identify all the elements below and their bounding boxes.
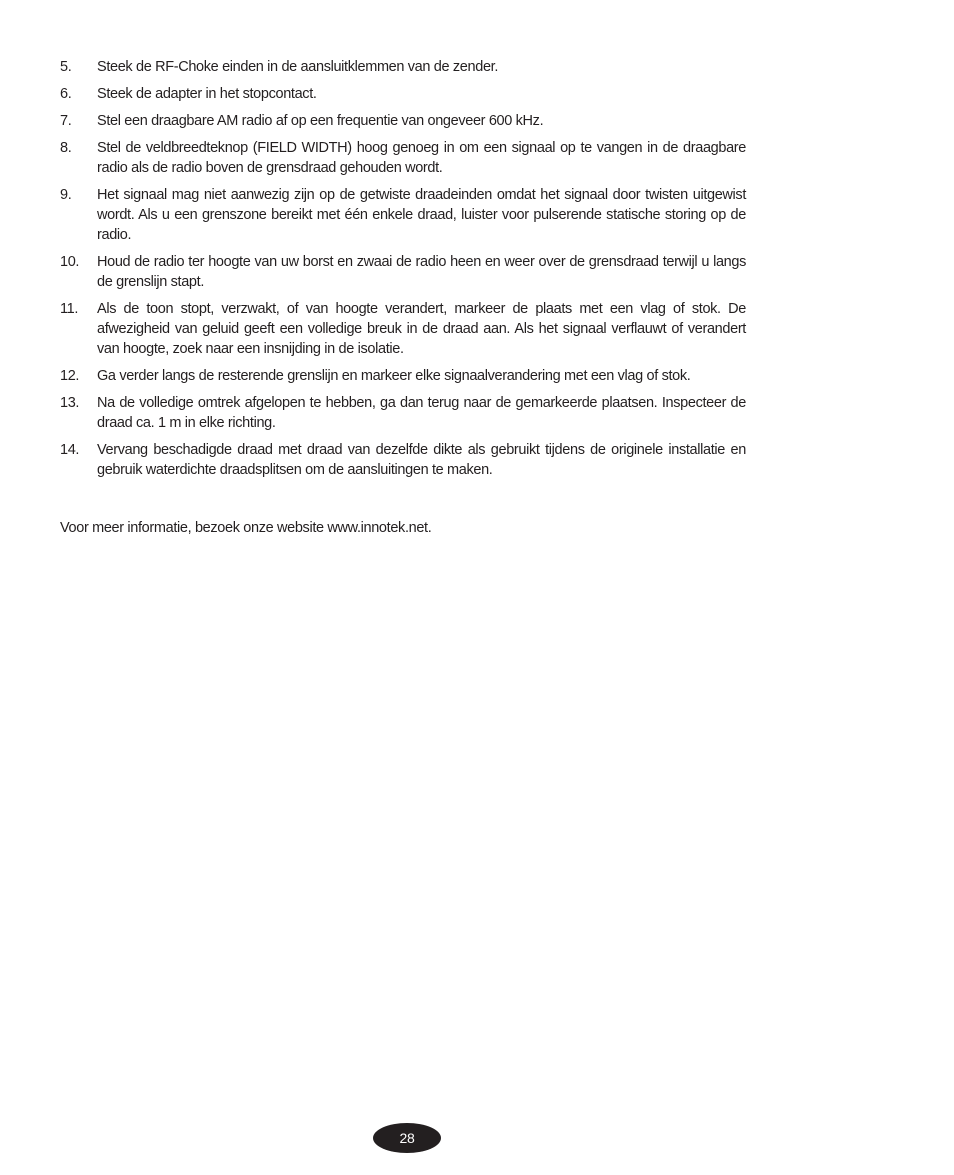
step-item (60, 299, 746, 359)
page-number-badge: 28 (373, 1123, 441, 1153)
step-item (60, 393, 746, 433)
website-info-note: Voor meer informatie, bezoek onze website www.innotek.net. (60, 520, 432, 536)
step-text: Na de volledige omtrek afgelopen te hebben, ga dan terug naar de gemarkeerde plaatsen. Inspecteer de draad ca. 1 m in elke richting. (97, 395, 746, 431)
step-item (60, 138, 746, 178)
step-number: 9. (60, 187, 72, 203)
document-body (60, 57, 746, 553)
instruction-steps-list (60, 57, 746, 480)
step-number: 14. (60, 442, 80, 458)
step-text: Het signaal mag niet aanwezig zijn op de getwiste draadeinden omdat het signaal door twisten uitgewist wordt. Als u een grenszone bereikt met één enkele draad, luister voor pulserende statische storing op de radio. (97, 187, 746, 243)
step-text: Vervang beschadigde draad met draad van dezelfde dikte als gebruikt tijdens de originele installatie en gebruik waterdichte draadsplitsen om de aansluitingen te maken. (97, 442, 746, 478)
step-number: 8. (60, 140, 72, 156)
step-item (60, 185, 746, 245)
step-text: Steek de RF-Choke einden in de aansluitklemmen van de zender. (97, 59, 499, 75)
step-text: Ga verder langs de resterende grenslijn en markeer elke signaalverandering met een vlag of stok. (97, 368, 691, 384)
step-item (60, 111, 746, 131)
step-item (60, 252, 746, 292)
step-number: 12. (60, 368, 80, 384)
step-number: 5. (60, 59, 72, 75)
step-number: 10. (60, 254, 80, 270)
step-text: Steek de adapter in het stopcontact. (97, 86, 317, 102)
step-item (60, 366, 746, 386)
step-item (60, 84, 746, 104)
step-number: 6. (60, 86, 72, 102)
step-number: 13. (60, 395, 80, 411)
step-text: Stel de veldbreedteknop (FIELD WIDTH) hoog genoeg in om een signaal op te vangen in de draagbare radio als de radio boven de grensdraad gehouden wordt. (97, 140, 746, 176)
step-item (60, 440, 746, 480)
step-text: Als de toon stopt, verzwakt, of van hoogte verandert, markeer de plaats met een vlag of stok. De afwezigheid van geluid geeft een volledige breuk in de draad aan. Als het signaal verflauwt of verandert van hoogte, zoek naar een insnijding in de isolatie. (97, 301, 746, 357)
step-number: 11. (60, 301, 79, 317)
step-text: Stel een draagbare AM radio af op een frequentie van ongeveer 600 kHz. (97, 113, 544, 129)
step-item (60, 57, 746, 77)
step-text: Houd de radio ter hoogte van uw borst en zwaai de radio heen en weer over de grensdraad terwijl u langs de grenslijn stapt. (97, 254, 746, 290)
step-number: 7. (60, 113, 72, 129)
